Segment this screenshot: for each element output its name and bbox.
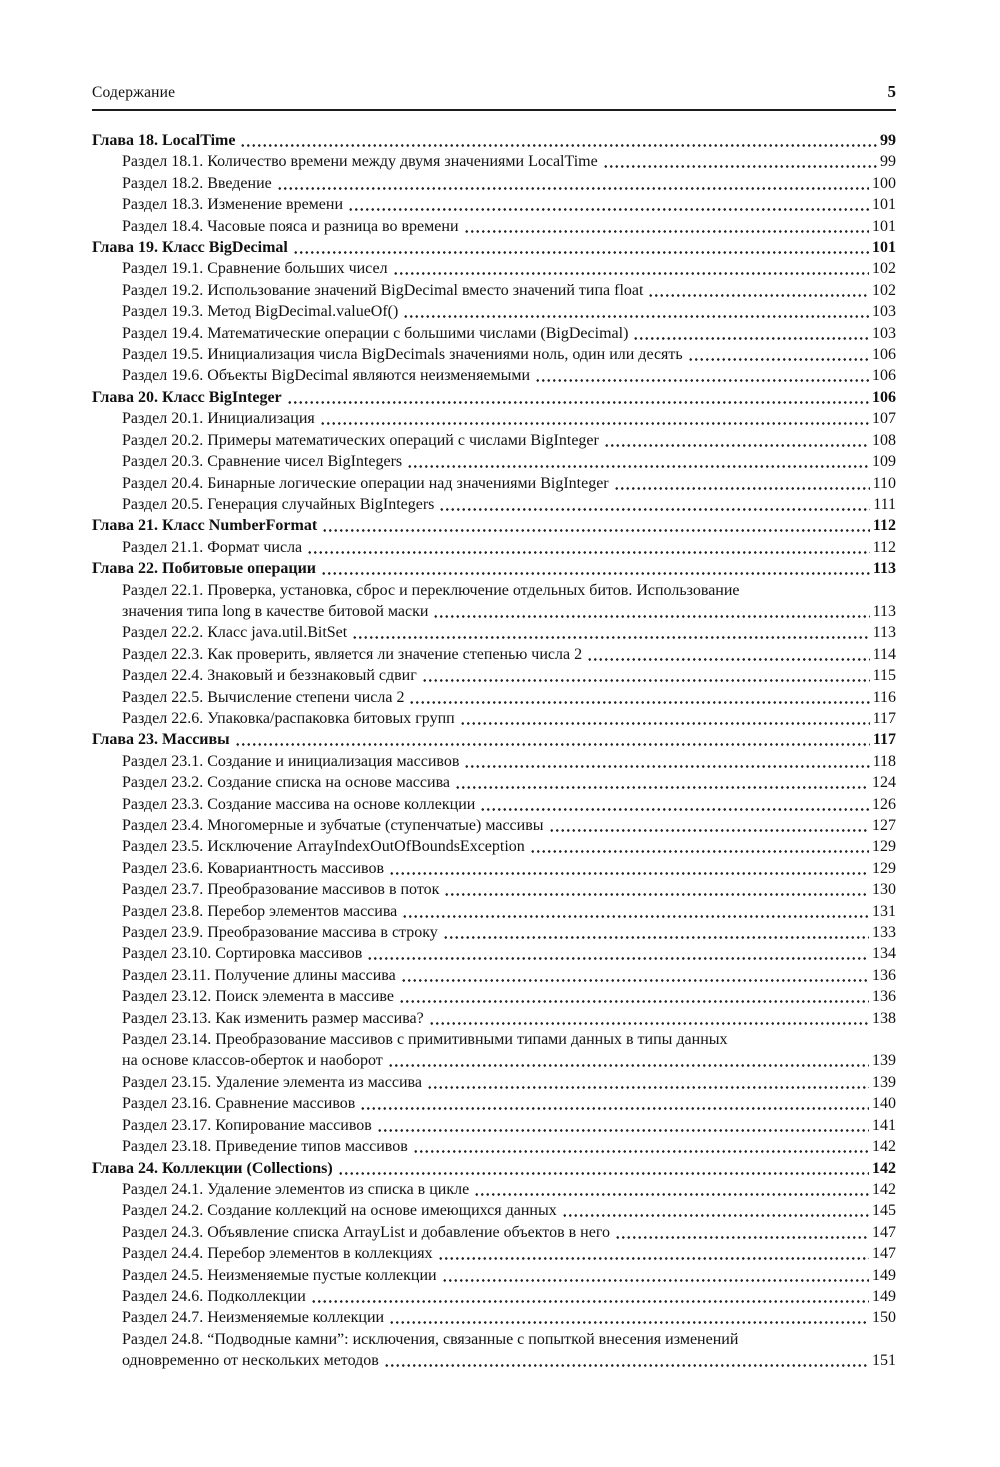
toc-entry-title: Глава 22. Побитовые операции — [92, 560, 317, 578]
toc-section-entry — [92, 622, 896, 643]
toc-section-entry — [92, 1265, 896, 1286]
toc-entry-title: Раздел 24.4. Перебор элементов в коллекциях — [122, 1245, 433, 1263]
toc-section-entry — [92, 1072, 896, 1093]
toc-entry-page-number: 129 — [872, 859, 896, 877]
toc-entry-title: Раздел 23.12. Поиск элемента в массиве — [122, 988, 394, 1006]
toc-entry-page-number: 106 — [872, 388, 896, 406]
toc-section-entry — [92, 986, 896, 1007]
toc-entry-line — [122, 1050, 896, 1071]
toc-entry-line — [122, 494, 896, 515]
toc-entry-title: Раздел 20.5. Генерация случайных BigIntegers — [122, 495, 435, 513]
toc-entry-page-number: 149 — [872, 1266, 896, 1284]
toc-entry-line — [122, 258, 896, 279]
toc-entry-title: Раздел 24.7. Неизменяемые коллекции — [122, 1309, 385, 1327]
page-header-title: Содержание — [92, 84, 176, 101]
dot-leader — [360, 1093, 869, 1114]
toc-entry-title: Раздел 18.2. Введение — [122, 174, 272, 192]
toc-entry-page-number: 114 — [872, 645, 896, 663]
toc-entry-title: Раздел 23.6. Ковариантность массивов — [122, 859, 385, 877]
toc-entry-line — [122, 216, 896, 237]
dot-leader — [438, 1243, 869, 1264]
toc-entry-page-number: 103 — [872, 303, 896, 321]
toc-entry-page-number: 127 — [872, 817, 896, 834]
toc-entry-page-number: 112 — [872, 538, 896, 556]
toc-entry-title: Раздел 20.1. Инициализация — [122, 410, 315, 428]
toc-entry-page-number: 145 — [872, 1202, 896, 1220]
toc-entry-line — [122, 1008, 896, 1029]
toc-entry-title: Раздел 22.6. Упаковка/распаковка битовых групп — [122, 709, 455, 727]
dot-leader — [407, 451, 869, 472]
dot-leader — [549, 815, 869, 836]
toc-entry-title: Раздел 23.5. Исключение ArrayIndexOutOfBoundsException — [122, 838, 525, 856]
dot-leader — [287, 387, 869, 408]
dot-leader — [399, 986, 869, 1007]
toc-section-entry — [92, 451, 896, 472]
toc-section-entry — [92, 1243, 896, 1264]
toc-entry-line — [122, 1200, 896, 1221]
toc-entry-page-number: 99 — [880, 132, 896, 149]
toc-section-entry — [92, 943, 896, 964]
toc-entry-page-number: 136 — [872, 988, 896, 1006]
toc-section-entry — [92, 473, 896, 494]
toc-entry-line — [122, 622, 896, 643]
dot-leader — [587, 644, 869, 665]
toc-entry-line — [122, 1329, 896, 1350]
toc-section-entry — [92, 1307, 896, 1328]
toc-section-entry — [92, 537, 896, 558]
toc-entry-page-number: 100 — [872, 174, 896, 192]
toc-section-entry — [92, 365, 896, 386]
toc-chapter-entry — [92, 558, 896, 579]
toc-entry-title: Глава 21. Класс NumberFormat — [92, 517, 318, 535]
toc-entry-title: одновременно от нескольких методов — [122, 1352, 379, 1370]
toc-entry-line — [92, 237, 896, 258]
dot-leader — [464, 216, 869, 237]
dot-leader — [464, 751, 869, 772]
dot-leader — [352, 622, 869, 643]
toc-entry-line — [122, 1307, 896, 1328]
toc-entry-page-number: 134 — [872, 945, 896, 963]
toc-section-entry — [92, 751, 896, 772]
toc-entry-title: Раздел 24.8. “Подводные камни”: исключения, связанные с попыткой внесения изменений — [122, 1330, 739, 1348]
toc-entry-page-number: 112 — [872, 517, 896, 535]
toc-section-entry — [92, 644, 896, 665]
toc-entry-page-number: 110 — [872, 474, 896, 492]
dot-leader — [413, 1136, 869, 1157]
dot-leader — [277, 173, 869, 194]
toc-section-entry — [92, 430, 896, 451]
toc-entry-page-number: 149 — [872, 1287, 896, 1305]
toc-entry-title: Раздел 23.13. Как изменить размер массива? — [122, 1009, 424, 1027]
toc-section-entry — [92, 494, 896, 515]
toc-entry-title: Раздел 23.17. Копирование массивов — [122, 1116, 372, 1134]
toc-entry-title: Раздел 19.4. Математические операции с большими числами (BigDecimal) — [122, 324, 629, 342]
toc-entry-title: Раздел 19.5. Инициализация числа BigDecimals значениями ноль, один или десять — [122, 346, 683, 364]
toc-entry-page-number: 136 — [872, 966, 896, 984]
toc-entry-title: Раздел 24.6. Подколлекции — [122, 1287, 306, 1305]
toc-entry-page-number: 133 — [872, 924, 896, 942]
toc-section-entry — [92, 1200, 896, 1221]
dot-leader — [648, 280, 869, 301]
toc-entry-title: Раздел 23.8. Перебор элементов массива — [122, 902, 398, 920]
toc-entry-line — [122, 1265, 896, 1286]
toc-section-entry — [92, 580, 896, 623]
toc-entry-title: Раздел 19.2. Использование значений BigDecimal вместо значений типа float — [122, 281, 644, 299]
toc-section-entry — [92, 344, 896, 365]
toc-entry-line — [122, 965, 896, 986]
dot-leader — [442, 1265, 869, 1286]
toc-section-entry — [92, 901, 896, 922]
toc-entry-page-number: 106 — [872, 367, 896, 385]
dot-leader — [322, 515, 870, 536]
toc-entry-page-number: 141 — [872, 1116, 896, 1134]
toc-entry-title: Раздел 24.5. Неизменяемые пустые коллекции — [122, 1266, 437, 1284]
toc-entry-line — [92, 1158, 896, 1179]
dot-leader — [384, 1350, 869, 1371]
toc-entry-line — [122, 1243, 896, 1264]
toc-entry-page-number: 102 — [872, 281, 896, 299]
dot-leader — [603, 151, 877, 172]
dot-leader — [604, 430, 869, 451]
dot-leader — [388, 1050, 869, 1071]
toc-entry-page-number: 115 — [872, 667, 896, 685]
toc-entry-title: Раздел 23.2. Создание списка на основе массива — [122, 774, 451, 792]
dot-leader — [460, 708, 870, 729]
toc-entry-page-number: 147 — [872, 1223, 896, 1241]
toc-section-entry — [92, 194, 896, 215]
toc-section-entry — [92, 772, 896, 793]
toc-section-entry — [92, 794, 896, 815]
toc-entry-page-number: 113 — [872, 560, 896, 578]
toc-entry-line — [122, 1115, 896, 1136]
toc-entry-page-number: 131 — [872, 902, 896, 920]
dot-leader — [439, 494, 870, 515]
toc-section-entry — [92, 1008, 896, 1029]
toc-entry-line — [122, 687, 896, 708]
toc-section-entry — [92, 687, 896, 708]
toc-entry-title: Раздел 18.4. Часовые пояса и разница во времени — [122, 217, 459, 235]
toc-entry-title: Раздел 23.4. Многомерные и зубчатые (ступенчатые) массивы — [122, 817, 544, 834]
toc-entry-title: Глава 18. LocalTime — [92, 132, 236, 149]
dot-leader — [311, 1286, 869, 1307]
toc-section-entry — [92, 665, 896, 686]
dot-leader — [377, 1115, 869, 1136]
dot-leader — [530, 836, 869, 857]
toc-entry-page-number: 124 — [872, 774, 896, 792]
toc-entry-line — [122, 665, 896, 686]
toc-entry-line — [122, 451, 896, 472]
toc-chapter-entry — [92, 237, 896, 258]
dot-leader — [422, 665, 870, 686]
toc-entry-title: Раздел 19.1. Сравнение больших чисел — [122, 260, 388, 278]
toc-section-entry — [92, 323, 896, 344]
toc-entry-page-number: 117 — [872, 709, 896, 727]
dot-leader — [688, 344, 869, 365]
toc-entry-page-number: 108 — [872, 431, 896, 449]
dot-leader — [427, 1072, 869, 1093]
toc-section-entry — [92, 879, 896, 900]
dot-leader — [409, 687, 869, 708]
dot-leader — [240, 130, 877, 151]
toc-entry-page-number: 138 — [872, 1009, 896, 1027]
toc-entry-page-number: 101 — [872, 239, 896, 257]
toc-entry-title: Раздел 20.2. Примеры математических операций с числами BigInteger — [122, 431, 599, 449]
toc-entry-title: Глава 23. Массивы — [92, 731, 230, 749]
toc-section-entry — [92, 1329, 896, 1372]
toc-entry-line — [122, 1179, 896, 1200]
toc-entry-title: Раздел 22.5. Вычисление степени числа 2 — [122, 688, 405, 706]
toc-section-entry — [92, 1115, 896, 1136]
toc-entry-page-number: 101 — [872, 196, 896, 214]
toc-entry-title: Раздел 23.10. Сортировка массивов — [122, 945, 363, 963]
dot-leader — [443, 922, 869, 943]
dot-leader — [474, 1179, 869, 1200]
toc-entry-title: значения типа long в качестве битовой маски — [122, 602, 429, 620]
toc-entry-page-number: 117 — [872, 731, 896, 749]
toc-entry-line — [122, 430, 896, 451]
toc-entry-line — [122, 1093, 896, 1114]
toc-entry-line — [122, 365, 896, 386]
toc-entry-page-number: 150 — [872, 1309, 896, 1327]
toc-entry-title: Раздел 22.4. Знаковый и беззнаковый сдвиг — [122, 667, 417, 685]
toc-section-entry — [92, 301, 896, 322]
toc-chapter-entry — [92, 515, 896, 536]
toc-entry-line — [122, 922, 896, 943]
dot-leader — [389, 858, 869, 879]
toc-entry-title: Раздел 20.3. Сравнение чисел BigIntegers — [122, 453, 403, 471]
toc-entry-title: Раздел 23.15. Удаление элемента из массива — [122, 1073, 422, 1091]
dot-leader — [401, 965, 869, 986]
toc-entry-line — [122, 473, 896, 494]
dot-leader — [562, 1200, 869, 1221]
toc-entry-title: Раздел 24.2. Создание коллекций на основе имеющихся данных — [122, 1202, 557, 1220]
dot-leader — [338, 1158, 869, 1179]
dot-leader — [614, 473, 870, 494]
toc-entry-page-number: 126 — [872, 795, 896, 813]
toc-entry-line — [122, 794, 896, 815]
dot-leader — [348, 194, 869, 215]
toc-section-entry — [92, 216, 896, 237]
toc-chapter-entry — [92, 130, 896, 151]
toc-section-entry — [92, 280, 896, 301]
toc-section-entry — [92, 408, 896, 429]
toc-entry-line — [122, 986, 896, 1007]
toc-entry-line — [122, 601, 896, 622]
toc-entry-title: Раздел 22.1. Проверка, установка, сброс и переключение отдельных битов. Использование — [122, 581, 740, 599]
toc-entry-page-number: 113 — [872, 602, 896, 620]
toc-chapter-entry — [92, 387, 896, 408]
dot-leader — [444, 879, 869, 900]
dot-leader — [615, 1222, 869, 1243]
toc-entry-title: Раздел 22.3. Как проверить, является ли значение степенью числа 2 — [122, 645, 583, 663]
toc-entry-title: Раздел 24.3. Объявление списка ArrayList и добавление объектов в него — [122, 1223, 611, 1241]
toc-entry-line — [122, 408, 896, 429]
toc-entry-line — [122, 901, 896, 922]
toc-entry-title: Раздел 23.18. Приведение типов массивов — [122, 1138, 408, 1156]
toc-section-entry — [92, 1222, 896, 1243]
dot-leader — [320, 408, 869, 429]
dot-leader — [235, 729, 870, 750]
toc-entry-title: Глава 19. Класс BigDecimal — [92, 239, 288, 257]
dot-leader — [633, 323, 869, 344]
toc-entry-line — [122, 1286, 896, 1307]
toc-entry-page-number: 107 — [872, 410, 896, 428]
toc-section-entry — [92, 258, 896, 279]
toc-entry-title: Раздел 23.11. Получение длины массива — [122, 966, 396, 984]
toc-entry-title: Раздел 18.1. Количество времени между двумя значениями LocalTime — [122, 153, 598, 171]
toc-entry-title: Раздел 19.6. Объекты BigDecimal являются неизменяемыми — [122, 367, 531, 385]
toc-section-entry — [92, 1029, 896, 1072]
toc-entry-line — [122, 815, 896, 836]
toc-entry-title: Раздел 19.3. Метод BigDecimal.valueOf() — [122, 303, 399, 321]
toc-entry-line — [122, 708, 896, 729]
toc-entry-page-number: 147 — [872, 1245, 896, 1263]
toc-entry-page-number: 142 — [872, 1180, 896, 1198]
toc-entry-line — [92, 558, 896, 579]
toc-section-entry — [92, 1179, 896, 1200]
toc-entry-line — [122, 151, 896, 172]
toc-entry-line — [122, 344, 896, 365]
dot-leader — [321, 558, 870, 579]
toc-entry-page-number: 99 — [880, 153, 896, 171]
dot-leader — [429, 1008, 869, 1029]
dot-leader — [293, 237, 869, 258]
toc-entry-page-number: 118 — [872, 752, 896, 770]
toc-entry-page-number: 109 — [872, 453, 896, 471]
toc-entry-title: Раздел 23.3. Создание массива на основе коллекции — [122, 795, 476, 813]
toc-entry-line — [122, 1136, 896, 1157]
toc-entry-line — [122, 879, 896, 900]
toc-section-entry — [92, 922, 896, 943]
toc-entry-title: Раздел 24.1. Удаление элементов из списка в цикле — [122, 1180, 470, 1198]
toc-entry-line — [92, 130, 896, 151]
toc-entry-title: Раздел 18.3. Изменение времени — [122, 196, 344, 214]
toc-entry-page-number: 101 — [872, 217, 896, 235]
toc-entry-title: Раздел 20.4. Бинарные логические операции над значениями BigInteger — [122, 474, 609, 492]
toc-entry-line — [122, 323, 896, 344]
dot-leader — [433, 601, 869, 622]
toc-entry-line — [122, 301, 896, 322]
toc-section-entry — [92, 836, 896, 857]
toc-chapter-entry — [92, 1158, 896, 1179]
toc-entry-page-number: 129 — [872, 838, 896, 856]
toc-entry-title: Раздел 23.9. Преобразование массива в строку — [122, 924, 438, 942]
toc-entry-page-number: 142 — [872, 1159, 896, 1177]
toc-entry-line — [122, 751, 896, 772]
dot-leader — [307, 537, 869, 558]
toc-entry-line — [92, 515, 896, 536]
toc-entry-page-number: 103 — [872, 324, 896, 342]
toc-entry-line — [122, 943, 896, 964]
toc-section-entry — [92, 708, 896, 729]
toc-entry-title: на основе классов-оберток и наоборот — [122, 1052, 383, 1070]
toc-entry-line — [122, 580, 896, 601]
dot-leader — [393, 258, 869, 279]
dot-leader — [480, 794, 869, 815]
toc-entry-title: Глава 20. Класс BigInteger — [92, 388, 282, 406]
toc-entry-line — [122, 1072, 896, 1093]
toc-entry-line — [92, 387, 896, 408]
toc-entry-line — [122, 1222, 896, 1243]
toc-entry-page-number: 116 — [872, 688, 896, 706]
toc-entry-page-number: 130 — [872, 881, 896, 899]
toc-entry-line — [122, 772, 896, 793]
toc-entry-line — [122, 644, 896, 665]
toc-entry-line — [122, 537, 896, 558]
toc-entry-title: Раздел 23.14. Преобразование массивов с примитивными типами данных в типы данных — [122, 1031, 728, 1049]
toc-entry-page-number: 139 — [872, 1052, 896, 1070]
page-header-page-number: 5 — [887, 82, 896, 101]
dot-leader — [403, 301, 869, 322]
toc-entry-page-number: 113 — [872, 624, 896, 642]
dot-leader — [367, 943, 869, 964]
toc-entry-page-number: 140 — [872, 1095, 896, 1113]
toc-entry-title: Раздел 22.2. Класс java.util.BitSet — [122, 624, 348, 642]
toc-entry-page-number: 111 — [873, 495, 896, 513]
toc-entry-page-number: 151 — [872, 1352, 896, 1370]
toc-section-entry — [92, 1286, 896, 1307]
toc-entry-title: Раздел 23.16. Сравнение массивов — [122, 1095, 356, 1113]
toc-entry-title: Глава 24. Коллекции (Collections) — [92, 1159, 333, 1177]
toc-section-entry — [92, 858, 896, 879]
toc-entry-title: Раздел 23.1. Создание и инициализация массивов — [122, 752, 460, 770]
dot-leader — [455, 772, 869, 793]
toc-entry-line — [122, 280, 896, 301]
dot-leader — [535, 365, 869, 386]
toc-entry-line — [122, 836, 896, 857]
toc-section-entry — [92, 173, 896, 194]
toc-entry-title: Раздел 23.7. Преобразование массивов в поток — [122, 881, 440, 899]
toc-entry-title: Раздел 21.1. Формат числа — [122, 538, 303, 556]
toc-entry-line — [122, 173, 896, 194]
dot-leader — [402, 901, 869, 922]
toc-section-entry — [92, 1093, 896, 1114]
dot-leader — [389, 1307, 869, 1328]
toc-entry-line — [122, 1350, 896, 1371]
toc-section-entry — [92, 815, 896, 836]
toc-entry-line — [122, 1029, 896, 1050]
toc-entry-page-number: 102 — [872, 260, 896, 278]
toc-section-entry — [92, 965, 896, 986]
toc-chapter-entry — [92, 729, 896, 750]
toc-section-entry — [92, 1136, 896, 1157]
toc-entry-line — [122, 194, 896, 215]
toc-entry-page-number: 106 — [872, 346, 896, 364]
toc-entry-line — [122, 858, 896, 879]
toc-entry-line — [92, 729, 896, 750]
toc-entry-page-number: 139 — [872, 1073, 896, 1091]
page-header — [92, 82, 896, 111]
toc-entry-page-number: 142 — [872, 1138, 896, 1156]
toc-list — [92, 130, 896, 1372]
toc-section-entry — [92, 151, 896, 172]
